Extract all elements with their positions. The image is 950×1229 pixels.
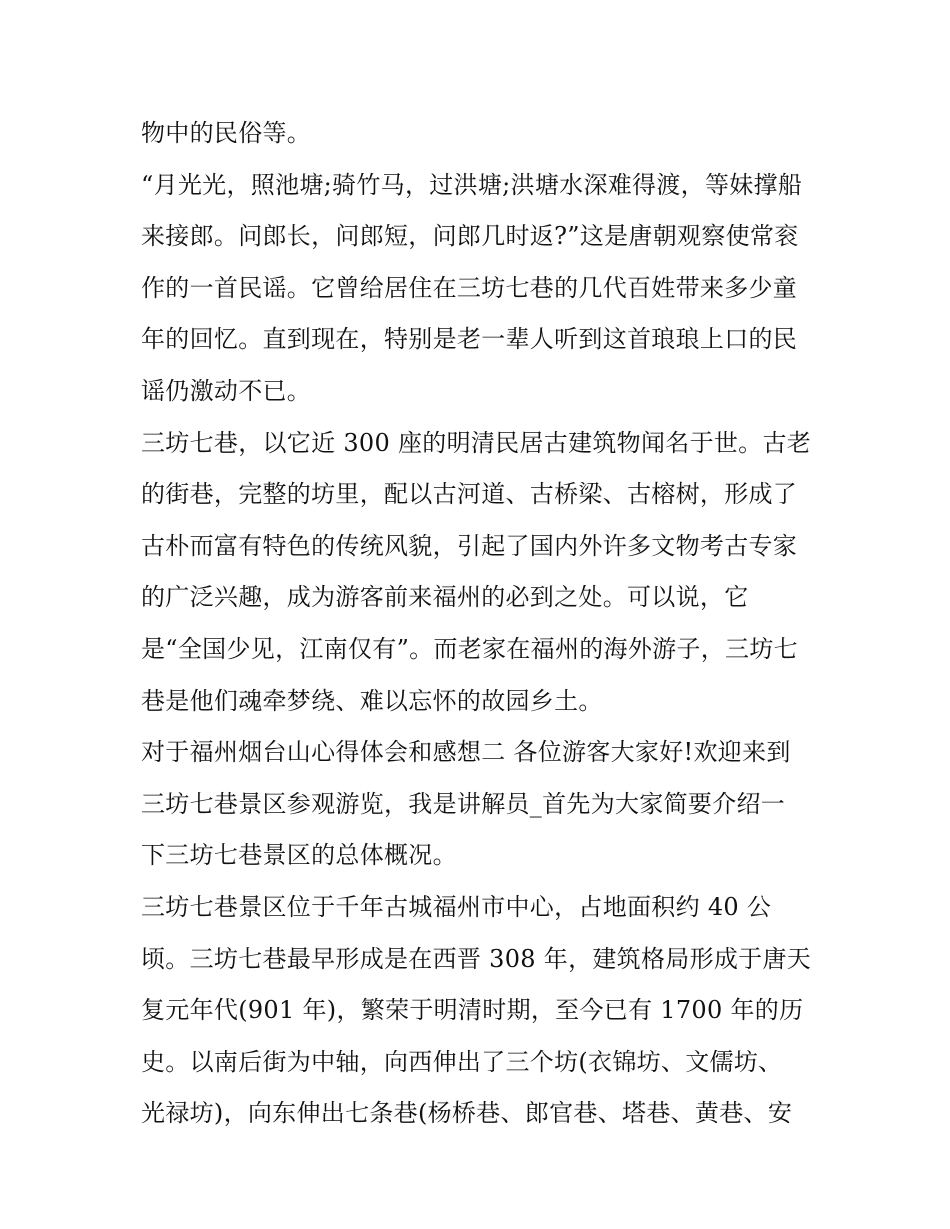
- text-line: 来接郎。问郎长，问郎短，问郎几时返?”这是唐朝观察使常衮: [141, 222, 799, 251]
- body-text: [141, 108, 821, 1140]
- text-line: 下三坊七巷景区的总体概况。: [141, 841, 457, 870]
- text-line: 物中的民俗等。: [141, 119, 312, 147]
- text-line: 对于福州烟台山心得体会和感想二 各位游客大家好!欢迎来到: [141, 738, 791, 767]
- text-line: 是“全国少见，江南仅有”。而老家在福州的海外游子，三坊七: [141, 634, 798, 663]
- text-line: 的广泛兴趣，成为游客前来福州的必到之处。可以说，它: [141, 583, 749, 612]
- text-line: 顷。三坊七巷最早形成是在西晋 308 年，建筑格局形成于唐天: [141, 944, 812, 973]
- text-line: “月光光，照池塘;骑竹马，过洪塘;洪塘水深难得渡，等妹撑船: [141, 170, 803, 199]
- text-line: 三坊七巷，以它近 300 座的明清民居古建筑物闻名于世。古老: [141, 428, 812, 457]
- text-line: 年的回忆。直到现在，特别是老一辈人听到这首琅琅上口的民: [141, 325, 798, 354]
- text-line: 三坊七巷景区参观游览，我是讲解员_首先为大家简要介绍一: [141, 789, 786, 818]
- text-line: 巷是他们魂牵梦绕、难以忘怀的故园乡土。: [141, 686, 603, 715]
- text-line: 的街巷，完整的坊里，配以古河道、古桥梁、古榕树，形成了: [141, 480, 798, 509]
- text-line: 谣仍激动不已。: [141, 376, 312, 405]
- text-line: 复元年代(901 年)，繁荣于明清时期，至今已有 1700 年的历: [141, 996, 804, 1025]
- text-line: 三坊七巷景区位于千年古城福州市中心，占地面积约 40 公: [141, 892, 772, 921]
- text-line: 古朴而富有特色的传统风貌，引起了国内外许多文物考古专家: [141, 531, 798, 560]
- text-line: 光禄坊)，向东伸出七条巷(杨桥巷、郎官巷、塔巷、黄巷、安: [141, 1099, 793, 1128]
- text-line: 作的一首民谣。它曾给居住在三坊七巷的几代百姓带来多少童: [141, 273, 798, 302]
- text-line: 史。以南后街为中轴，向西伸出了三个坊(衣锦坊、文儒坊、: [141, 1047, 783, 1076]
